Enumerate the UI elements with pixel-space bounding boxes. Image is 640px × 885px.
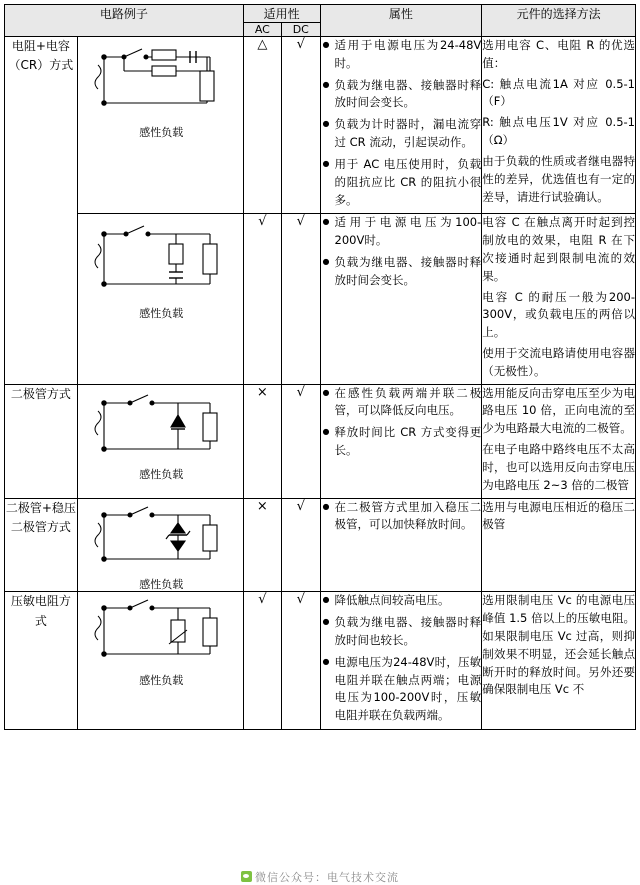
selection-line: 电容 C 在触点离开时起到控制放电的效果，电阻 R 在下次接通时起到限制电流的效果。 <box>482 215 635 283</box>
cell-ac-diode-zener: × <box>243 498 281 592</box>
suppression-methods-table <box>4 4 636 730</box>
selection-line: 选用电容 C、电阻 R 的优选值： <box>482 38 635 70</box>
list-item: ● 适用于电源电压为100-200V时。 <box>335 214 482 250</box>
selection-line: 选用能反向击穿电压至少为电路电压 10 倍，正向电流的至少为电路最大电流的二极管。 <box>482 385 635 436</box>
circuit-svg <box>78 499 243 592</box>
table-row <box>5 37 636 214</box>
cell-attribute-diode <box>320 384 482 498</box>
header-selection: 元件的选择方法 <box>482 5 636 37</box>
cell-selection-varistor <box>482 592 636 730</box>
cell-ac-varistor: √ <box>243 592 281 730</box>
cell-selection-cr-series <box>482 37 636 214</box>
load-label: 感性负载 <box>139 577 184 591</box>
attribute-list <box>321 37 482 209</box>
load-label: 感性负载 <box>139 673 184 687</box>
cell-selection-diode-zener <box>482 498 636 592</box>
cell-attribute-varistor <box>320 592 482 730</box>
circuit-svg <box>78 385 243 482</box>
list-item: ● 电源电压为24-48V时，压敏电阻并联在触点两端；电源电压为100-200V时，压敏电阻并联在负载两端。 <box>335 654 482 725</box>
table-row <box>5 592 636 730</box>
list-item: ● 降低触点间较高电压。 <box>335 592 482 610</box>
diode-zener-svg <box>90 499 230 575</box>
selection-line: 使用于交流电路请使用电容器（无极性）。 <box>482 346 635 378</box>
cell-dc-varistor: √ <box>282 592 320 730</box>
watermark-footer <box>0 869 640 885</box>
cell-selection-cr-parallel <box>482 214 636 384</box>
cell-dc-diode: √ <box>282 384 320 498</box>
row-type-diode-zener: 二极管+稳压二极管方式 <box>5 498 78 592</box>
watermark-text: 微信公众号：电气技术交流 <box>255 871 399 884</box>
row-type-varistor: 压敏电阻方式 <box>5 592 78 730</box>
list-item: ● 负载为继电器、接触器时释放时间也较长。 <box>335 614 482 650</box>
selection-line: 选用与电源电压相近的稳压二极管 <box>482 499 635 532</box>
list-item: ● 负载为计时器时，漏电流穿过 CR 流动，引起误动作。 <box>335 116 482 152</box>
circuit-diagram-varistor <box>77 592 243 730</box>
cell-dc-cr-series: √ <box>282 37 320 214</box>
row-type-diode: 二极管方式 <box>5 384 78 498</box>
list-item: ● 负载为继电器、接触器时释放时间会变长。 <box>335 77 482 113</box>
cell-selection-diode <box>482 384 636 498</box>
cell-attribute-cr-series <box>320 37 482 214</box>
selection-line: 在电子电路中路终电压不太高时，也可以选用反向击穿电压为电路电压 2~3 倍的二极管 <box>482 442 635 492</box>
circuit-diagram-diode <box>77 384 243 498</box>
cr-series-svg <box>90 37 230 123</box>
header-circuit-example: 电路例子 <box>5 5 244 37</box>
load-label: 感性负载 <box>139 467 184 481</box>
load-label: 感性负载 <box>139 126 184 140</box>
cell-dc-diode-zener: √ <box>282 498 320 592</box>
cell-ac-cr-series: △ <box>243 37 281 214</box>
header-applicability: 适用性 <box>243 5 320 23</box>
cell-attribute-cr-parallel <box>320 214 482 384</box>
cell-attribute-diode-zener <box>320 498 482 592</box>
attribute-list <box>321 214 482 289</box>
selection-line: 选用限制电压 Vc 的电源电压峰值 1.5 倍以上的压敏电阻。如果限制电压 Vc 过高，则抑制效果不明显，还会延长触点断开时的释放时间。另外还要确保限制电压 Vc 不 <box>482 593 635 697</box>
circuit-svg <box>78 592 243 687</box>
load-label: 感性负载 <box>139 307 184 321</box>
attribute-list <box>321 499 482 535</box>
circuit-svg <box>78 37 243 140</box>
header-dc: DC <box>282 23 320 37</box>
cell-ac-diode: × <box>243 384 281 498</box>
list-item: ● 在感性负载两端并联二极管，可以降低反向电压。 <box>335 385 482 421</box>
selection-line: 由于负载的性质或者继电器特性的差异，优选值也有一定的差导，请进行试验确认。 <box>482 153 635 204</box>
list-item: ● 用于 AC 电压使用时，负载的阻抗应比 CR 的阻抗小很多。 <box>335 156 482 209</box>
header-ac: AC <box>243 23 281 37</box>
list-item: ● 负载为继电器、接触器时释放时间会变长。 <box>335 254 482 290</box>
cell-ac-cr-parallel: √ <box>243 214 281 384</box>
circuit-diagram-cr-parallel <box>77 214 243 384</box>
attribute-list <box>321 592 482 725</box>
cr-parallel-svg <box>90 214 230 304</box>
row-type-cr: 电阻+电容（CR）方式 <box>5 37 78 385</box>
table-row <box>5 384 636 498</box>
table-header <box>5 5 636 37</box>
circuit-diagram-diode-zener <box>77 498 243 592</box>
wechat-icon <box>241 871 252 882</box>
list-item: ● 释放时间比 CR 方式变得更长。 <box>335 424 482 460</box>
list-item: ● 适用于电源电压为24-48V时。 <box>335 37 482 73</box>
diode-svg <box>90 385 230 465</box>
cell-dc-cr-parallel: √ <box>282 214 320 384</box>
header-attribute: 属性 <box>320 5 482 37</box>
table-row <box>5 498 636 592</box>
selection-line: C: 触点电流1A 对应 0.5-1（F） <box>482 76 635 109</box>
selection-line: R: 触点电压1V 对应 0.5-1（Ω） <box>482 115 635 148</box>
selection-line: 电容 C 的耐压一般为200-300V，或负载电压的两倍以上。 <box>482 289 635 340</box>
list-item: ● 在二极管方式里加入稳压二极管，可以加快释放时间。 <box>335 499 482 535</box>
circuit-diagram-cr-series <box>77 37 243 214</box>
table-row <box>5 214 636 384</box>
circuit-svg <box>78 214 243 321</box>
attribute-list <box>321 385 482 460</box>
varistor-svg <box>90 592 230 670</box>
